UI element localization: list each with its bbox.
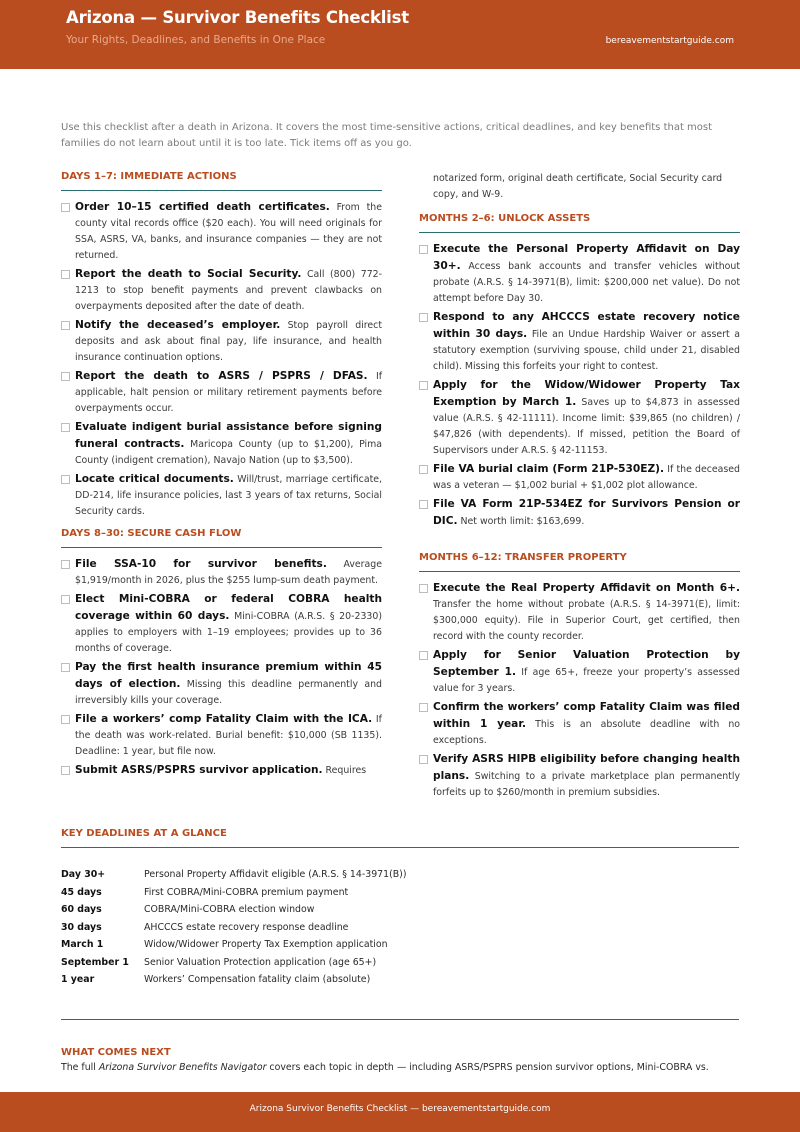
checkbox-icon[interactable] <box>61 321 70 330</box>
item-lead: Order 10–15 certified death certificates. <box>75 201 330 213</box>
section-heading-deadlines: KEY DEADLINES AT A GLANCE <box>61 828 739 848</box>
deadline-what: COBRA/Mini-COBRA election window <box>144 904 315 915</box>
item-body: If applicable, halt pension or military retirement payments before overpayments occur. <box>75 371 383 414</box>
deadline-when: 30 days <box>61 921 102 933</box>
checklist-item <box>61 368 382 417</box>
checklist-item <box>419 377 740 459</box>
checkbox-icon[interactable] <box>419 465 428 474</box>
checklist-item <box>419 461 740 494</box>
page-subtitle: Your Rights, Deadlines, and Benefits in One Place <box>66 34 326 46</box>
item-lead: Elect Mini-COBRA or federal COBRA health coverage within 60 days. <box>75 593 382 622</box>
continued-text: notarized form, original death certificate, Social Security card copy, and W-9. <box>433 173 723 200</box>
checklist-item <box>61 419 382 469</box>
item-body: Stop payroll direct deposits and ask about final pay, life insurance, and health insurance continuation options. <box>75 320 382 363</box>
item-body: If the deceased was a veteran — $1,002 burial + $1,002 plot allowance. <box>433 464 740 491</box>
deadline-what: Widow/Widower Property Tax Exemption application <box>144 939 388 950</box>
deadline-row <box>61 954 739 972</box>
item-body: Switching to a private marketplace plan permanently forfeits up to $260/month in premium subsidies. <box>433 771 740 798</box>
right-column <box>419 171 740 803</box>
key-deadlines <box>61 828 739 989</box>
divider <box>61 1019 739 1020</box>
deadline-row <box>61 866 739 884</box>
deadline-when: Day 30+ <box>61 869 106 880</box>
checkbox-icon[interactable] <box>61 766 70 775</box>
item-lead: Notify the deceased’s employer. <box>75 319 281 331</box>
item-lead: Apply for Senior Valuation Protection by September 1. <box>433 649 740 678</box>
item-body: Access bank accounts and transfer vehicles without probate (A.R.S. § 14-3971(B), limit: $200,000 net value). Do not attempt before Day 30. <box>433 261 741 304</box>
item-body: File an Undue Hardship Waiver or assert a statutory exemption (surviving spouse, child under 21, disabled child). Missing this forfeits your right to contest. <box>433 329 740 372</box>
item-body: This is an absolute deadline with no exceptions. <box>433 719 741 746</box>
deadline-row <box>61 971 739 989</box>
item-body: Average $1,919/month in 2026, plus the $255 lump-sum death payment. <box>75 559 382 586</box>
checkbox-icon[interactable] <box>419 703 428 712</box>
checkbox-icon[interactable] <box>419 651 428 660</box>
item-lead: Submit ASRS/PSPRS survivor application. <box>75 764 323 776</box>
section-heading-months-6-12: MONTHS 6–12: TRANSFER PROPERTY <box>419 552 740 572</box>
item-body: Saves up to $4,873 in assessed value (A.R.S. § 42-11111). Income limit: $39,865 (no children) / $47,826 (with dependents). If missed, petition the Board of Supervisors under A.R.S. § 42-11153. <box>433 397 740 456</box>
section-heading-days-1-7: DAYS 1–7: IMMEDIATE ACTIONS <box>61 171 382 191</box>
checkbox-icon[interactable] <box>61 372 70 381</box>
checkbox-icon[interactable] <box>419 584 428 593</box>
item-lead: Report the death to Social Security. <box>75 268 302 280</box>
left-column <box>61 171 382 781</box>
checklist-item <box>61 317 382 366</box>
item-body: Net worth limit: $163,699. <box>460 516 585 527</box>
item-lead: File VA burial claim (Form 21P-530EZ). <box>433 463 665 475</box>
checkbox-icon[interactable] <box>61 663 70 672</box>
item-body: Will/trust, marriage certificate, DD-214, life insurance policies, last 3 years of tax returns, Social Security cards. <box>75 474 382 517</box>
next-guide-title: Arizona Survivor Benefits Navigator <box>98 1062 267 1073</box>
checklist-item <box>419 496 740 530</box>
item-lead: Apply for the Widow/Widower Property Tax Exemption by March 1. <box>433 379 740 408</box>
checklist-item <box>61 762 382 779</box>
deadline-row <box>61 919 739 937</box>
checklist-item <box>419 751 740 801</box>
item-body: From the county vital records office ($20 each). You will need originals for SSA, ASRS, VA, banks, and insurance companies — they are not returned. <box>75 202 382 261</box>
deadlines-table <box>61 866 739 989</box>
item-lead: Report the death to ASRS / PSPRS / DFAS. <box>75 370 368 382</box>
checklist-item <box>419 309 740 375</box>
deadline-when: 60 days <box>61 904 102 915</box>
checkbox-icon[interactable] <box>419 381 428 390</box>
checklist-item <box>61 199 382 264</box>
checklist-item <box>61 471 382 520</box>
deadline-what: AHCCCS estate recovery response deadline <box>144 921 349 933</box>
checklist-item <box>61 266 382 315</box>
section-heading-months-2-6: MONTHS 2–6: UNLOCK ASSETS <box>419 213 740 233</box>
checklist-item <box>419 647 740 697</box>
deadline-what: First COBRA/Mini-COBRA premium payment <box>144 886 349 898</box>
intro-text: Use this checklist after a death in Arizona. It covers the most time-sensitive actions, critical deadlines, and key benefits that most families do not learn about until it is too late. Tick items off as you go. <box>61 122 713 149</box>
deadline-when: 45 days <box>61 886 102 898</box>
checklist-item <box>61 556 382 589</box>
footer-text: Arizona Survivor Benefits Checklist — bereavementstartguide.com <box>249 1104 551 1114</box>
deadline-what: Workers’ Compensation fatality claim (absolute) <box>144 974 371 985</box>
item-lead: File SSA-10 for survivor benefits. <box>75 558 327 570</box>
what-comes-next <box>61 1047 751 1073</box>
item-lead: File VA Form 21P-534EZ for Survivors Pension or DIC. <box>433 498 740 527</box>
item-lead: Evaluate indigent burial assistance before signing funeral contracts. <box>75 421 382 450</box>
item-body: Missing this deadline permanently and irreversibly kills your coverage. <box>75 679 382 706</box>
checkbox-icon[interactable] <box>419 500 428 509</box>
next-text-before: The full <box>61 1062 99 1073</box>
next-heading: WHAT COMES NEXT <box>61 1047 171 1058</box>
item-lead: Execute the Real Property Affidavit on Month 6+. <box>433 582 740 594</box>
next-text-after: covers each topic in depth — including ASRS/PSPRS pension survivor options, Mini-COBRA vs. <box>266 1062 709 1073</box>
checklist-item <box>419 580 740 645</box>
deadline-row <box>61 901 739 919</box>
page-header <box>0 0 800 69</box>
item-lead: Execute the Personal Property Affidavit on Day 30+. <box>433 243 740 272</box>
item-body: If the death was work-related. Burial benefit: $10,000 (SB 1135). Deadline: 1 year, but file now. <box>75 714 382 757</box>
page-footer <box>0 1092 800 1132</box>
checklist-item <box>61 591 382 657</box>
item-lead: Confirm the workers’ comp Fatality Claim was filed within 1 year. <box>433 701 740 730</box>
checkbox-icon[interactable] <box>419 755 428 764</box>
item-lead: Locate critical documents. <box>75 473 234 485</box>
site-link[interactable]: bereavementstartguide.com <box>605 36 734 46</box>
checkbox-icon[interactable] <box>61 560 70 569</box>
deadline-when: March 1 <box>61 939 104 950</box>
item-lead: Verify ASRS HIPB eligibility before changing health plans. <box>433 753 740 782</box>
page-title: Arizona — Survivor Benefits Checklist <box>66 8 409 27</box>
checkbox-icon[interactable] <box>61 203 70 212</box>
deadline-when: 1 year <box>61 974 95 985</box>
deadline-row <box>61 936 739 954</box>
item-lead: Pay the first health insurance premium within 45 days of election. <box>75 661 382 690</box>
item-lead: Respond to any AHCCCS estate recovery notice within 30 days. <box>433 311 740 340</box>
checkbox-icon[interactable] <box>61 270 70 279</box>
checklist-item <box>419 699 740 749</box>
checklist-item <box>61 711 382 760</box>
deadline-what: Senior Valuation Protection application (age 65+) <box>144 956 377 968</box>
checklist-item <box>61 659 382 709</box>
checkbox-icon[interactable] <box>419 245 428 254</box>
checkbox-icon[interactable] <box>61 715 70 724</box>
deadline-when: September 1 <box>61 956 129 968</box>
checkbox-icon[interactable] <box>419 313 428 322</box>
deadline-what: Personal Property Affidavit eligible (A.R.S. § 14-3971(B)) <box>144 869 407 880</box>
checkbox-icon[interactable] <box>61 475 70 484</box>
item-body: Mini-COBRA (A.R.S. § 20-2330) applies to employers with 1–19 employees; provides up to 36 months of coverage. <box>75 611 382 654</box>
deadline-row <box>61 884 739 902</box>
item-body: Requires <box>325 765 367 776</box>
item-body: Call (800) 772-1213 to stop benefit payments and prevent clawbacks on overpayments deposited after the date of death. <box>75 269 383 312</box>
checklist-item <box>419 241 740 307</box>
item-body: Maricopa County (up to $1,200), Pima County (indigent cremation), Navajo Nation (up to $3,500). <box>75 439 382 466</box>
item-body: If age 65+, freeze your property’s assessed value for 3 years. <box>433 667 741 694</box>
checkbox-icon[interactable] <box>61 595 70 604</box>
checkbox-icon[interactable] <box>61 423 70 432</box>
item-body: Transfer the home without probate (A.R.S. § 14-3971(E), limit: $300,000 equity). File in Superior Court, get certified, then record with the county recorder. <box>433 599 740 642</box>
section-heading-days-8-30: DAYS 8–30: SECURE CASH FLOW <box>61 528 382 548</box>
item-lead: File a workers’ comp Fatality Claim with the ICA. <box>75 713 373 725</box>
next-paragraph <box>61 1062 751 1073</box>
